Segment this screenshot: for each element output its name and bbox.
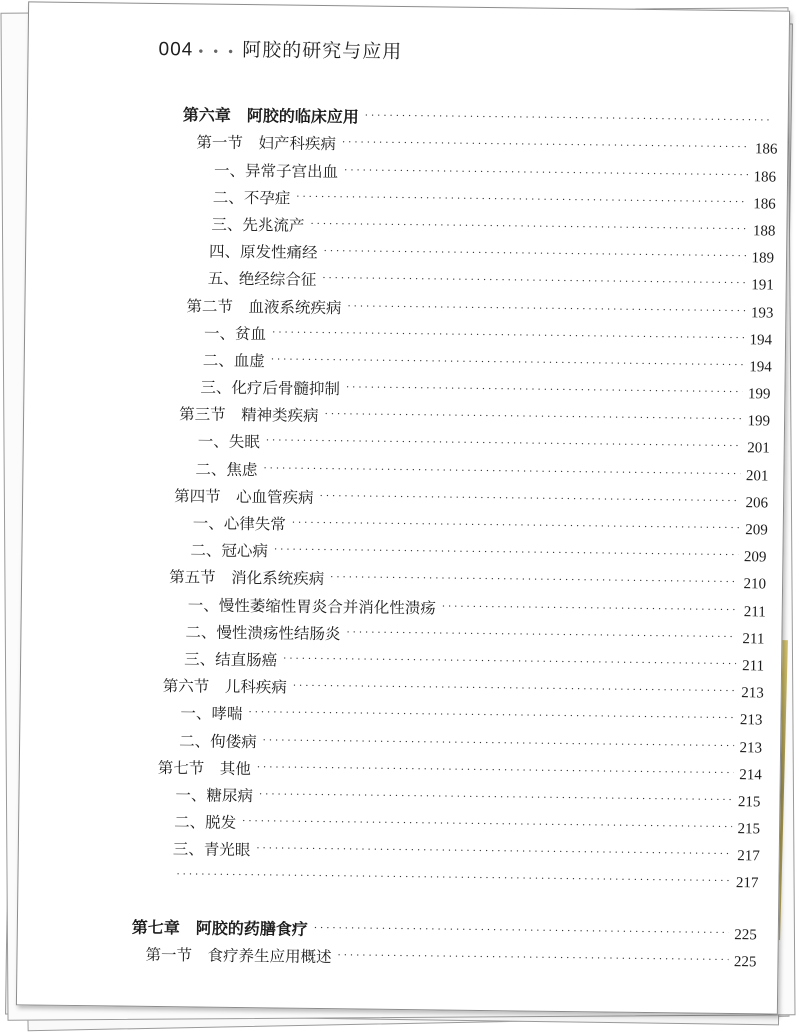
toc-entry-title: 第五节 消化系统疾病 <box>169 568 325 589</box>
dot-leader <box>320 484 740 509</box>
toc-entry-title: 一、贫血 <box>204 324 267 344</box>
dot-leader <box>263 728 734 754</box>
table-of-contents <box>17 96 788 972</box>
toc-entry-page-number: 217 <box>735 875 759 892</box>
toc-entry-title: 一、糖尿病 <box>175 786 254 806</box>
toc-entry-page-number: 215 <box>737 821 761 838</box>
toc-entry-page-number: 215 <box>737 793 761 811</box>
dot-leader <box>259 782 732 808</box>
dot-leader <box>330 565 738 590</box>
toc-entry-page-number: 201 <box>747 440 770 457</box>
toc-entry-title: 二、焦虑 <box>195 460 258 479</box>
toc-entry-page-number: 186 <box>754 141 778 158</box>
dot-leader <box>325 402 742 427</box>
dot-leader <box>314 916 729 941</box>
dot-leader <box>256 836 731 862</box>
toc-entry-page-number: 210 <box>743 576 767 593</box>
toc-entry-page-number: 191 <box>751 277 774 294</box>
toc-entry-title: 二、血虚 <box>202 351 265 371</box>
toc-entry-title: 第一节 食疗养生应用概述 <box>145 945 332 966</box>
toc-entry-page-number: 199 <box>747 413 771 430</box>
dot-leader <box>337 943 728 968</box>
toc-entry-page-number: 213 <box>741 685 764 702</box>
toc-entry-page-number: 186 <box>753 196 776 213</box>
toc-page <box>16 1 790 1014</box>
toc-entry-title: 一、慢性萎缩性胃炎合并消化性溃疡 <box>187 595 436 617</box>
toc-entry-page-number: 209 <box>745 522 768 539</box>
dot-leader <box>344 158 748 183</box>
dot-leader <box>347 294 745 319</box>
dot-leader <box>296 184 747 210</box>
running-header <box>158 34 402 64</box>
toc-entry-title: 第二节 血液系统疾病 <box>186 296 342 317</box>
toc-entry-title: 二、脱发 <box>174 813 237 833</box>
dot-leader <box>266 429 742 455</box>
dot-leader <box>257 755 734 781</box>
dot-leader <box>442 594 738 618</box>
toc-entry-title: 三、先兆流产 <box>211 215 305 235</box>
dot-leader <box>346 620 736 645</box>
toc-entry-title: 三、化疗后骨髓抑制 <box>200 378 341 399</box>
dot-leader <box>292 511 740 536</box>
toc-entry-title: 一、心律失常 <box>192 514 286 534</box>
toc-entry-title: 二、佝偻病 <box>179 731 257 751</box>
dot-leader <box>272 320 744 346</box>
toc-entry-page-number: 194 <box>749 331 773 349</box>
toc-entry-page-number: 209 <box>743 549 767 566</box>
toc-entry-page-number: 214 <box>739 766 762 784</box>
toc-entry-title: 三、结直肠癌 <box>184 650 278 670</box>
toc-entry-page-number: 193 <box>750 304 774 322</box>
dot-leader <box>271 347 744 373</box>
dot-leader <box>310 212 747 237</box>
dot-leader <box>293 674 736 699</box>
toc-entry-page-number: 213 <box>739 739 763 756</box>
dot-leader <box>346 375 742 400</box>
toc-entry-title: 第六节 儿科疾病 <box>162 677 287 697</box>
toc-entry-title: 第六章 阿胶的临床应用 <box>182 105 359 127</box>
dot-leader <box>274 538 738 564</box>
toc-entry-title: 二、冠心病 <box>190 541 269 561</box>
toc-entry-title: 第三节 精神类疾病 <box>179 405 319 426</box>
toc-entry-title: 四、原发性痛经 <box>209 242 318 263</box>
dot-leader <box>324 239 746 264</box>
toc-entry-page-number: 194 <box>749 359 772 376</box>
header-separator-dots: • • • <box>197 44 237 59</box>
dot-leader <box>342 131 749 156</box>
toc-entry-page-number: 186 <box>753 168 777 186</box>
toc-entry-title: 三、青光眼 <box>172 840 251 860</box>
toc-entry-title: 五、绝经综合征 <box>207 269 317 290</box>
toc-entry-title: 第一节 妇产科疾病 <box>196 133 337 154</box>
header-page-number: 004 <box>158 38 194 61</box>
toc-entry-title: 一、哮喘 <box>180 704 243 724</box>
toc-entry-title: 二、不孕症 <box>212 188 291 208</box>
toc-entry-page-number: 217 <box>737 848 760 865</box>
dot-leader <box>365 104 772 129</box>
toc-entry-page-number: 189 <box>751 250 775 267</box>
dot-leader <box>248 700 734 726</box>
toc-entry-page-number: 211 <box>742 630 765 648</box>
dot-leader <box>176 863 730 890</box>
dot-leader <box>322 266 745 291</box>
toc-entry-page-number: 225 <box>733 953 757 971</box>
toc-entry-title: 一、失眠 <box>197 432 260 452</box>
toc-entry-page-number: 213 <box>739 712 763 729</box>
toc-entry-title: 一、异常子宫出血 <box>214 161 339 181</box>
toc-entry-page-number: 188 <box>752 223 776 240</box>
toc-entry-page-number: 201 <box>745 467 769 485</box>
toc-entry-page-number: 225 <box>734 926 757 943</box>
toc-entry-page-number: 211 <box>742 658 765 675</box>
toc-entry-page-number: 199 <box>747 386 771 403</box>
dot-leader <box>263 456 740 482</box>
dot-leader <box>283 646 736 672</box>
toc-entry-page-number: 211 <box>743 603 766 621</box>
header-book-title: 阿胶的研究与应用 <box>242 39 403 63</box>
toc-entry-page-number: 206 <box>745 494 769 512</box>
toc-entry-title: 第四节 心血管疾病 <box>174 487 314 507</box>
toc-entry-title: 第七节 其他 <box>157 758 251 778</box>
dot-leader <box>242 809 732 835</box>
toc-entry-title: 第七章 阿胶的药膳食疗 <box>131 917 308 939</box>
toc-entry-title: 二、慢性溃疡性结肠炎 <box>185 623 341 643</box>
